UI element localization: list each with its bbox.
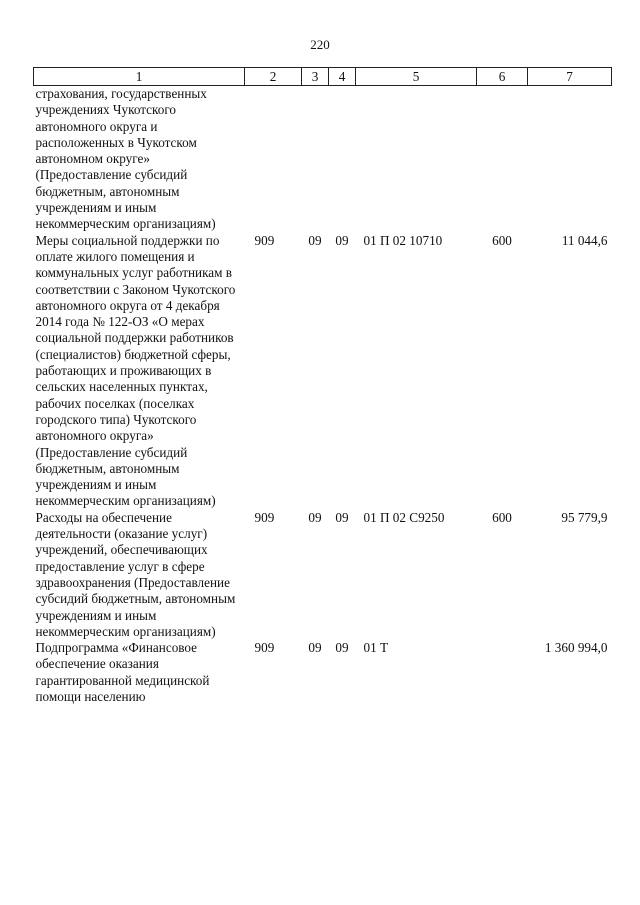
amount-cell: 95 779,9 <box>561 509 608 525</box>
expense-type-cell: 600 <box>492 509 512 525</box>
row-name-cell: Расходы на обеспечение деятельности (оказание услуг) учреждений, обеспечивающих предоставление услуг в сфере здравоохранения (Предоставление субсидий бюджетным, автономным учреждениям и иным некоммерческим организациям) <box>35 509 236 639</box>
amount-cell <box>528 86 612 233</box>
target-article-cell <box>356 86 477 233</box>
amount-cell: 1 360 994,0 <box>544 640 608 656</box>
header-col-4: 4 <box>329 68 356 86</box>
header-col-7: 7 <box>528 68 612 86</box>
table-row <box>34 640 612 705</box>
ministry-code-cell: 909 <box>254 232 275 248</box>
target-article-cell: 01 П 02 С9250 <box>363 509 445 525</box>
ministry-code-cell: 909 <box>254 509 275 525</box>
subsection-code-cell: 09 <box>335 509 349 525</box>
header-col-5: 5 <box>356 68 477 86</box>
header-col-2: 2 <box>245 68 302 86</box>
subsection-code-cell: 09 <box>335 640 349 656</box>
row-name-cell: страхования, государственных учреждениях Чукотского автономного округа и расположенных в Чукотском автономном округе» (Предоставление субсидий бюджетным, автономным учреждениям и иным некоммерческим организациям) <box>35 86 216 232</box>
row-name-cell: Подпрограмма «Финансовое обеспечение оказания гарантированной медицинской помощи населению <box>35 640 210 704</box>
subsection-code-cell <box>329 86 356 233</box>
ministry-code-cell: 909 <box>254 640 275 656</box>
amount-cell: 11 044,6 <box>561 232 608 248</box>
target-article-cell: 01 П 02 10710 <box>363 232 443 248</box>
page-number: 220 <box>310 37 330 52</box>
budget-table <box>33 67 612 705</box>
table-row <box>34 233 612 510</box>
expense-type-cell <box>477 86 528 233</box>
section-code-cell: 09 <box>308 509 322 525</box>
header-col-3: 3 <box>302 68 329 86</box>
table-row <box>34 86 612 233</box>
table-row <box>34 510 612 640</box>
header-col-1: 1 <box>34 68 245 86</box>
ministry-code-cell <box>245 86 302 233</box>
table-header-row <box>34 68 612 86</box>
section-code-cell: 09 <box>308 232 322 248</box>
section-code-cell: 09 <box>308 640 322 656</box>
row-name-cell: Меры социальной поддержки по оплате жилого помещения и коммунальных услуг работникам в соответствии с Законом Чукотского автономного округа от 4 декабря 2014 года № 122-ОЗ «О мерах социальной поддержки работников (специалистов) бюджетной сферы, работающих и проживающих в сельских населенных пунктах, рабочих поселках (поселках городского типа) Чукотского автономного округа» (Предоставление субсидий бюджетным, автономным учреждениям и иным некоммерческим организациям) <box>35 232 236 509</box>
target-article-cell: 01 Т <box>363 640 389 656</box>
expense-type-cell: 600 <box>492 232 512 248</box>
header-col-6: 6 <box>477 68 528 86</box>
section-code-cell <box>302 86 329 233</box>
expense-type-cell <box>477 640 528 705</box>
subsection-code-cell: 09 <box>335 232 349 248</box>
